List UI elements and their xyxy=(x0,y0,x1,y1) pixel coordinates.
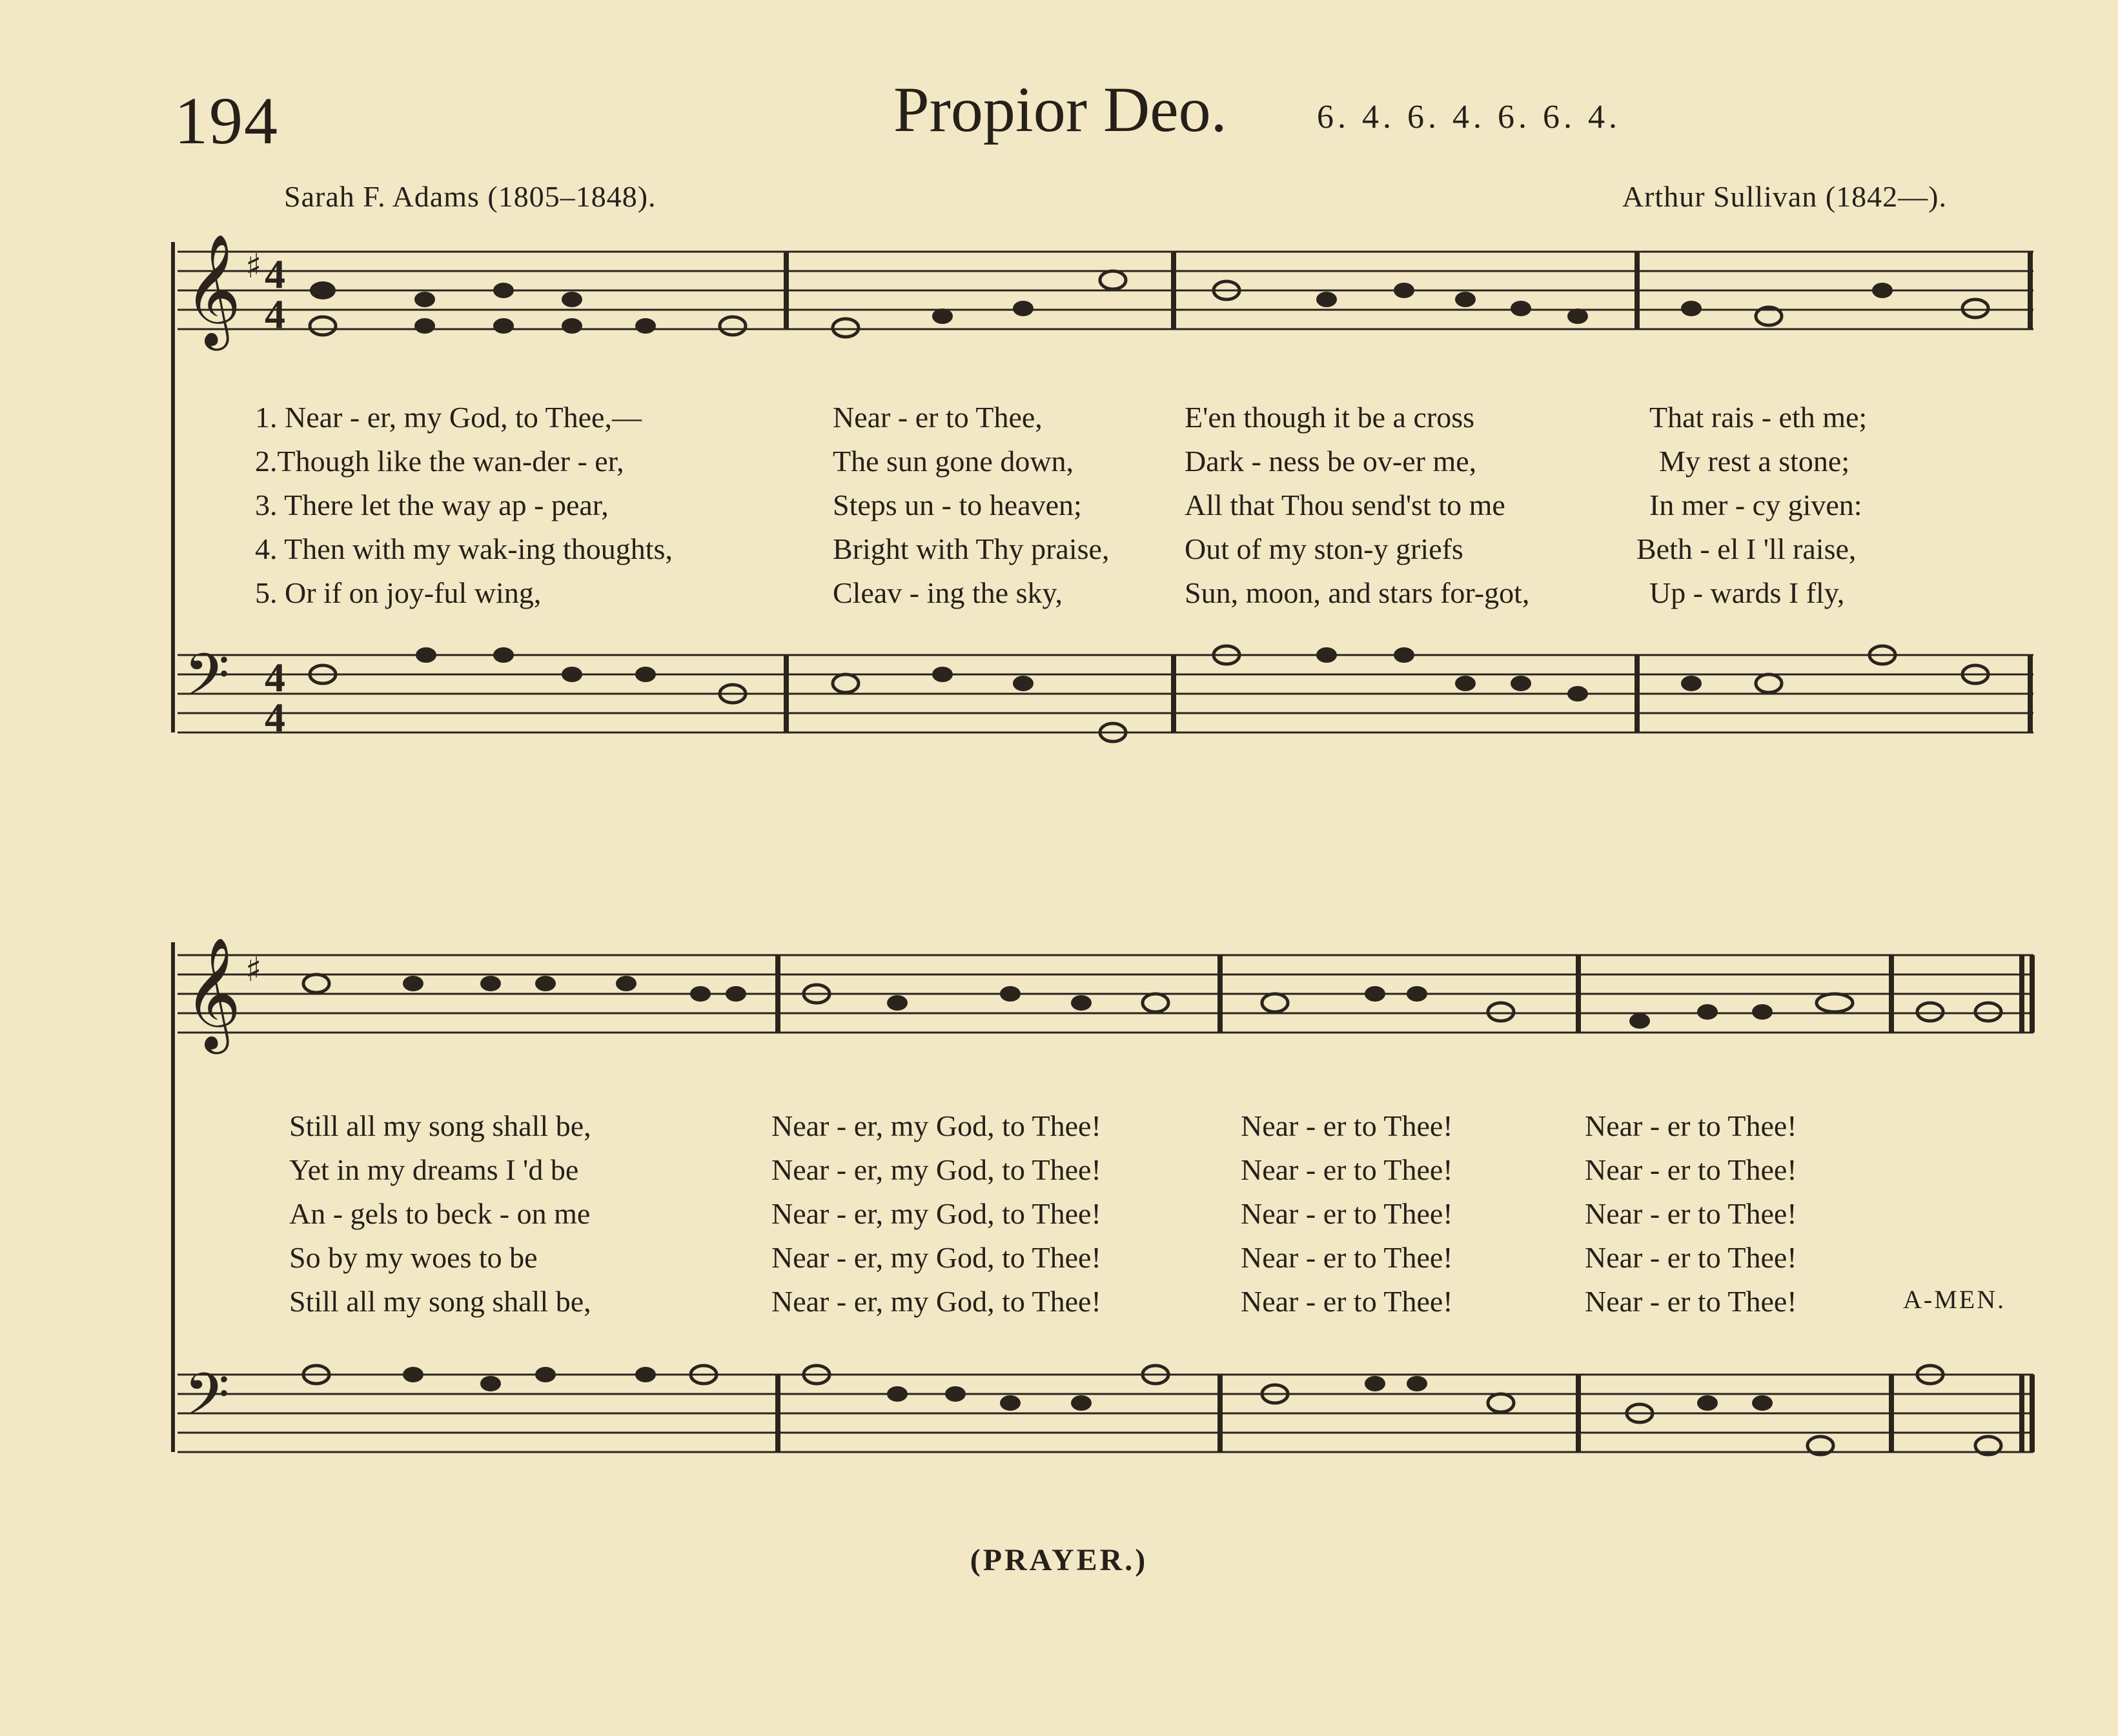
hymn-title: Propior Deo. xyxy=(893,74,1227,145)
verse-2-line-2: The sun gone down, xyxy=(833,445,1074,478)
meter: 6. 4. 6. 4. 6. 6. 4. xyxy=(1317,99,1621,136)
time-signature-bottom: 4 xyxy=(265,694,285,740)
verse-5-line-2: Cleav - ing the sky, xyxy=(833,576,1063,609)
hymn-number: 194 xyxy=(174,84,279,158)
system-1-bass-staff xyxy=(0,642,2118,771)
amen: A-MEN. xyxy=(1903,1285,2006,1314)
system-2-bass-staff xyxy=(0,1362,2118,1491)
verse-2-line-3: Dark - ness be ov-er me, xyxy=(1185,445,1477,478)
system-1-treble-notes xyxy=(310,271,1988,337)
refrain-5-c: Near - er to Thee! xyxy=(1241,1285,1453,1318)
verse-1-line-3: E'en though it be a cross xyxy=(1185,401,1475,434)
verse-2-line-4: My rest a stone; xyxy=(1659,445,1850,478)
refrain-5-b: Near - er, my God, to Thee! xyxy=(771,1285,1101,1318)
sharp-icon: ♯ xyxy=(245,951,262,989)
refrain-4-c: Near - er to Thee! xyxy=(1241,1241,1453,1274)
sharp-icon: ♯ xyxy=(245,247,262,286)
verse-5-line-1: 5. Or if on joy-ful wing, xyxy=(255,576,542,609)
verse-4-line-3: Out of my ston-y griefs xyxy=(1185,532,1463,565)
refrain-1-c: Near - er to Thee! xyxy=(1241,1109,1453,1142)
footer-caption: (PRAYER.) xyxy=(970,1543,1148,1577)
system-2-treble-staff xyxy=(0,937,2118,1071)
words-author: Sarah F. Adams (1805–1848). xyxy=(284,180,657,213)
verse-2-line-1: 2.Though like the wan-der - er, xyxy=(255,445,624,478)
treble-clef-icon: 𝄞 xyxy=(184,937,241,1049)
verse-1-line-1: 1. Near - er, my God, to Thee,— xyxy=(255,401,642,434)
system-1-treble-staff xyxy=(0,234,2118,368)
refrain-1-a: Still all my song shall be, xyxy=(289,1109,591,1142)
bass-clef-icon: 𝄢 xyxy=(184,641,230,723)
refrain-3-c: Near - er to Thee! xyxy=(1241,1197,1453,1230)
refrain-3-b: Near - er, my God, to Thee! xyxy=(771,1197,1101,1230)
time-signature-bottom: 4 xyxy=(265,291,285,337)
refrain-4-b: Near - er, my God, to Thee! xyxy=(771,1241,1101,1274)
refrain-4-a: So by my woes to be xyxy=(289,1241,538,1274)
refrain-3-d: Near - er to Thee! xyxy=(1585,1197,1797,1230)
refrain-5-a: Still all my song shall be, xyxy=(289,1285,591,1318)
refrain-4-d: Near - er to Thee! xyxy=(1585,1241,1797,1274)
verse-5-line-3: Sun, moon, and stars for-got, xyxy=(1185,576,1530,609)
verse-3-line-4: In mer - cy given: xyxy=(1649,489,1862,521)
refrain-2-a: Yet in my dreams I 'd be xyxy=(289,1153,579,1186)
time-signature-top: 4 xyxy=(265,251,285,297)
treble-clef-icon: 𝄞 xyxy=(184,234,241,346)
verse-1-line-4: That rais - eth me; xyxy=(1649,401,1868,434)
music-composer: Arthur Sullivan (1842—). xyxy=(1622,180,1947,213)
refrain-5-d: Near - er to Thee! xyxy=(1585,1285,1797,1318)
system-2-treble-notes xyxy=(303,974,2001,1029)
refrain-2-c: Near - er to Thee! xyxy=(1241,1153,1453,1186)
verse-5-line-4: Up - wards I fly, xyxy=(1649,576,1845,609)
refrain-2-b: Near - er, my God, to Thee! xyxy=(771,1153,1101,1186)
refrain-1-d: Near - er to Thee! xyxy=(1585,1109,1797,1142)
refrain-2-d: Near - er to Thee! xyxy=(1585,1153,1797,1186)
verse-1-line-2: Near - er to Thee, xyxy=(833,401,1043,434)
bass-clef-icon: 𝄢 xyxy=(184,1360,230,1443)
verse-3-line-2: Steps un - to heaven; xyxy=(833,489,1082,521)
verse-4-line-4: Beth - el I 'll raise, xyxy=(1636,532,1857,565)
refrain-1-b: Near - er, my God, to Thee! xyxy=(771,1109,1101,1142)
verse-4-line-2: Bright with Thy praise, xyxy=(833,532,1110,565)
verse-3-line-1: 3. There let the way ap - pear, xyxy=(255,489,609,521)
time-signature-top: 4 xyxy=(265,654,285,700)
verse-4-line-1: 4. Then with my wak-ing thoughts, xyxy=(255,532,673,565)
refrain-3-a: An - gels to beck - on me xyxy=(289,1197,591,1230)
verse-3-line-3: All that Thou send'st to me xyxy=(1185,489,1505,521)
system-2-bass-notes xyxy=(303,1366,2001,1455)
